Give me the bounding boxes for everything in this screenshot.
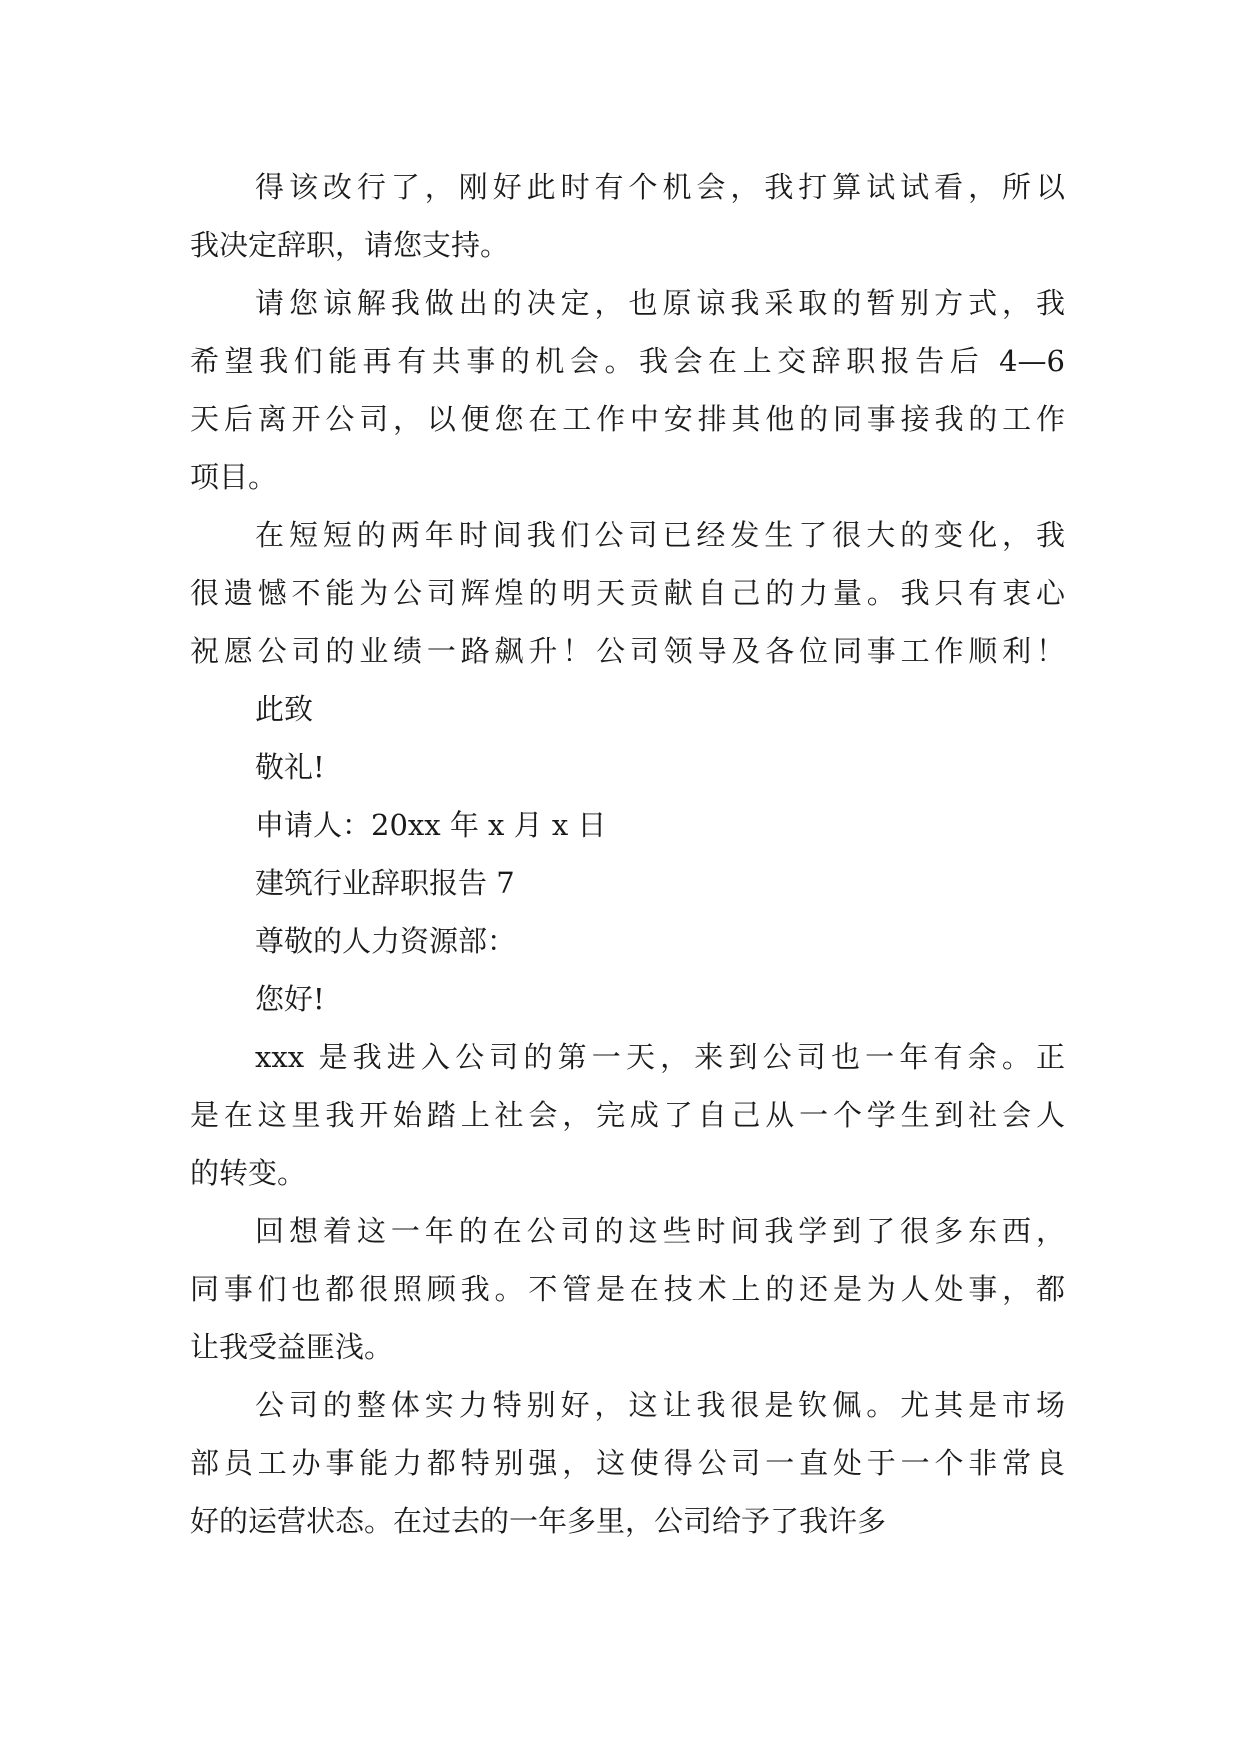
text-line: 让我受益匪浅。 [190, 1330, 394, 1364]
text-line: 在短短的两年时间我们公司已经发生了很大的变化，我 [255, 518, 1065, 552]
text-line: 天后离开公司，以便您在工作中安排其他的同事接我的工作 [190, 402, 1065, 436]
text-line: 的转变。 [190, 1156, 307, 1190]
document-body [190, 158, 1065, 1550]
closing-salutation: 此致 [255, 692, 314, 726]
text-line: 项目。 [190, 460, 278, 494]
text-line: 部员工办事能力都特别强，这使得公司一直处于一个非常良 [190, 1446, 1065, 1480]
text-line: 回想着这一年的在公司的这些时间我学到了很多东西， [255, 1214, 1065, 1248]
text-line: 祝愿公司的业绩一路飙升！公司领导及各位同事工作顺利！ [190, 634, 1065, 668]
section-title: 建筑行业辞职报告 7 [255, 866, 515, 900]
text-line: 我决定辞职，请您支持。 [190, 228, 510, 262]
text-line: 同事们也都很照顾我。不管是在技术上的还是为人处事，都 [190, 1272, 1065, 1306]
closing-regards: 敬礼! [255, 750, 325, 784]
text-line: 是在这里我开始踏上社会，完成了自己从一个学生到社会人 [190, 1098, 1065, 1132]
text-line: 很遗憾不能为公司辉煌的明天贡献自己的力量。我只有衷心 [190, 576, 1065, 610]
text-line: 希望我们能再有共事的机会。我会在上交辞职报告后 4—6 [190, 344, 1065, 378]
text-line: 请您谅解我做出的决定，也原谅我采取的暂别方式，我 [255, 286, 1065, 320]
text-line: 公司的整体实力特别好，这让我很是钦佩。尤其是市场 [255, 1388, 1065, 1422]
signature-date: 申请人：20xx 年 x 月 x 日 [255, 808, 607, 842]
text-line: 好的运营状态。在过去的一年多里，公司给予了我许多 [190, 1504, 887, 1538]
text-line: xxx 是我进入公司的第一天，来到公司也一年有余。正 [255, 1040, 1065, 1074]
addressee: 尊敬的人力资源部： [255, 924, 517, 958]
text-line: 得该改行了，刚好此时有个机会，我打算试试看，所以 [255, 170, 1065, 204]
greeting: 您好! [255, 982, 325, 1016]
